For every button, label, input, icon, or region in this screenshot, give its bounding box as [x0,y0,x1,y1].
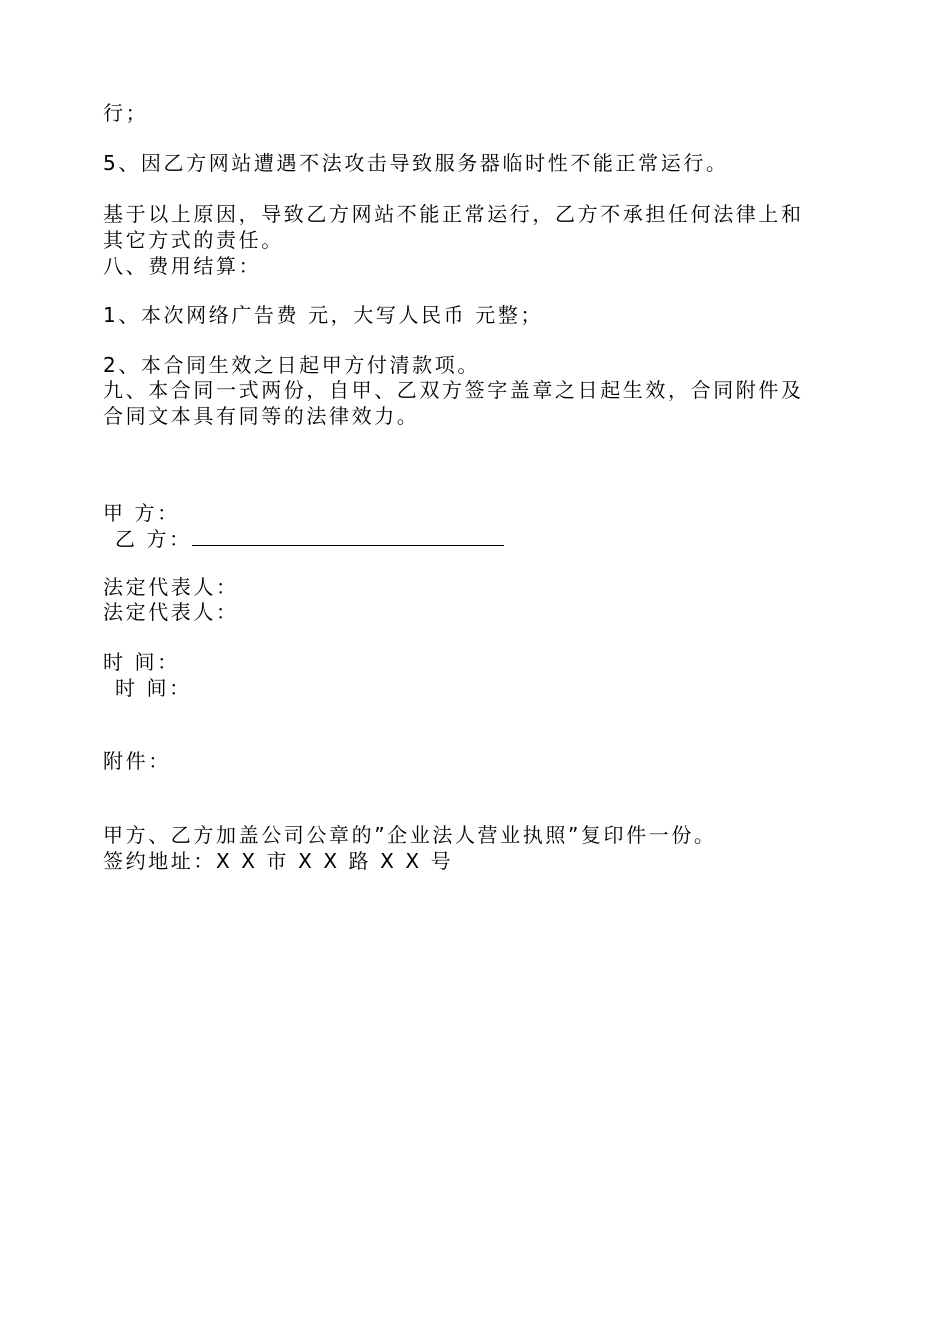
text-line-continuation: 行； [103,101,149,125]
date-b-label: 时 间： [115,676,192,700]
disclaimer-line-2: 其它方式的责任。 [103,228,284,252]
clause-item-5: 5、因乙方网站遭遇不法攻击导致服务器临时性不能正常运行。 [103,151,729,175]
legal-rep-b-label: 法定代表人： [103,600,239,624]
party-a-label: 甲 方： [103,501,180,525]
legal-rep-a-label: 法定代表人： [103,575,239,599]
fee-item-1: 1、本次网络广告费 元，大写人民币 元整； [103,303,544,327]
section-heading-fees: 八、费用结算： [103,254,262,278]
date-a-label: 时 间： [103,650,180,674]
disclaimer-line-1: 基于以上原因，导致乙方网站不能正常运行，乙方不承担任何法律上和 [103,202,804,226]
attachment-description: 甲方、乙方加盖公司公章的”企业法人营业执照”复印件一份。 [103,823,717,847]
section-nine-line-1: 九、本合同一式两份，自甲、乙双方签字盖章之日起生效，合同附件及 [103,378,804,402]
attachment-heading: 附件： [103,749,171,773]
section-nine-line-2: 合同文本具有同等的法律效力。 [103,404,420,428]
fee-item-2: 2、本合同生效之日起甲方付清款项。 [103,353,480,377]
signature-underline [192,527,504,546]
party-b-row [115,526,504,552]
signing-address: 签约地址：X X 市 X X 路 X X 号 [103,849,454,873]
party-b-label: 乙 方： [115,527,192,551]
